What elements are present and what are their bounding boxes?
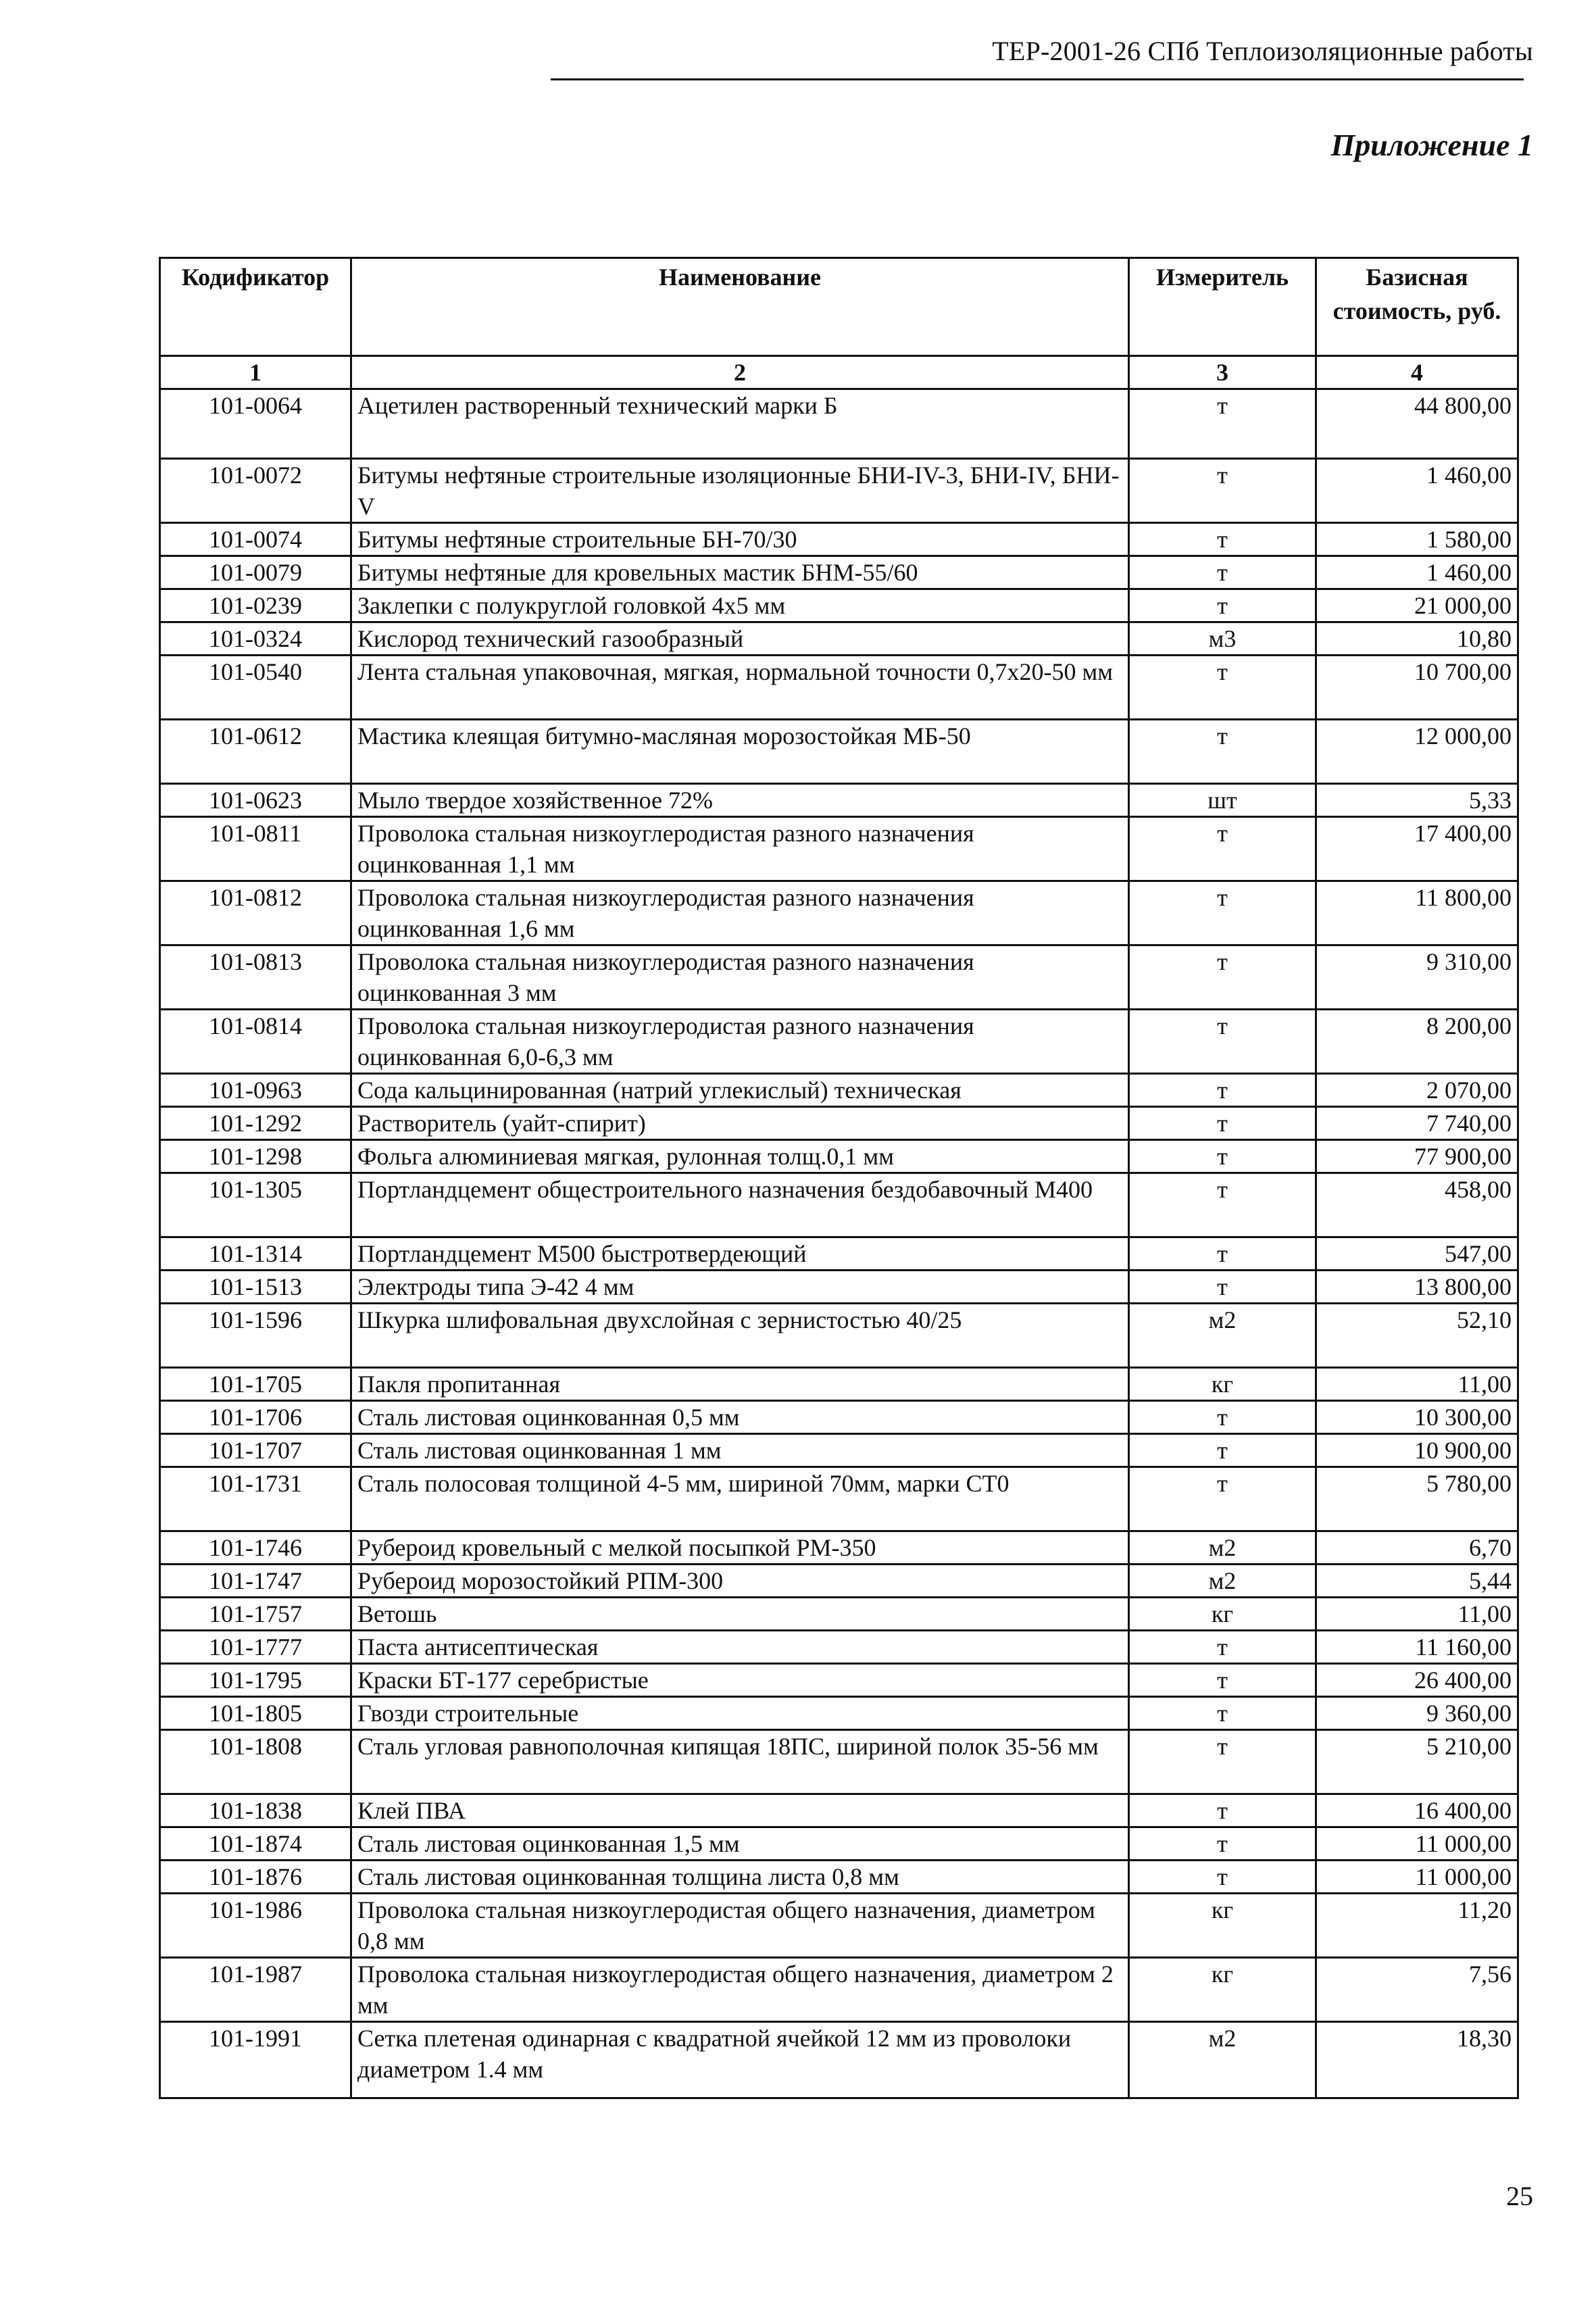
item-name: Сталь листовая оцинкованная 1 мм [351, 1434, 1129, 1467]
table-row [160, 389, 1518, 459]
table-row [160, 1237, 1518, 1271]
item-unit: т [1129, 1140, 1316, 1173]
item-name: Сталь листовая оцинкованная 0,5 мм [351, 1401, 1129, 1434]
item-cost: 21 000,00 [1316, 589, 1518, 622]
item-unit: м2 [1129, 2022, 1316, 2098]
item-code: 101-1795 [160, 1664, 351, 1697]
item-name: Краски БТ-177 серебристые [351, 1664, 1129, 1697]
table-row [160, 1697, 1518, 1730]
item-code: 101-0963 [160, 1074, 351, 1107]
appendix-label: Приложение 1 [1330, 128, 1533, 162]
item-unit: т [1129, 1467, 1316, 1531]
item-name: Портландцемент М500 быстротвердеющий [351, 1237, 1129, 1271]
item-name: Гвозди строительные [351, 1697, 1129, 1730]
item-cost: 17 400,00 [1316, 817, 1518, 881]
item-unit: т [1129, 556, 1316, 589]
item-name: Мыло твердое хозяйственное 72% [351, 784, 1129, 817]
item-name: Мастика клеящая битумно-масляная морозостойкая МБ-50 [351, 720, 1129, 784]
item-code: 101-0812 [160, 881, 351, 945]
item-name: Ветошь [351, 1598, 1129, 1631]
item-code: 101-0811 [160, 817, 351, 881]
table-row [160, 1598, 1518, 1631]
table-row [160, 1631, 1518, 1664]
item-name: Битумы нефтяные для кровельных мастик БНМ-55/60 [351, 556, 1129, 589]
item-name: Рубероид кровельный с мелкой посыпкой РМ-350 [351, 1531, 1129, 1565]
item-unit: м2 [1129, 1531, 1316, 1565]
item-unit: т [1129, 523, 1316, 556]
item-name: Проволока стальная низкоуглеродистая разного назначения оцинкованная 1,1 мм [351, 817, 1129, 881]
header-rule [551, 78, 1524, 80]
item-cost: 7 740,00 [1316, 1107, 1518, 1140]
item-cost: 458,00 [1316, 1173, 1518, 1237]
item-cost: 1 460,00 [1316, 556, 1518, 589]
page-number: 25 [1506, 2181, 1533, 2211]
document-title: ТЕР-2001-26 СПб Теплоизоляционные работы [992, 36, 1533, 66]
item-name: Заклепки с полукруглой головкой 4х5 мм [351, 589, 1129, 622]
column-number: 2 [351, 356, 1129, 389]
item-cost: 1 580,00 [1316, 523, 1518, 556]
table-row [160, 784, 1518, 817]
item-cost: 10 700,00 [1316, 656, 1518, 720]
table-row [160, 1730, 1518, 1794]
item-name: Проволока стальная низкоуглеродистая разного назначения оцинкованная 3 мм [351, 945, 1129, 1010]
table-row [160, 1861, 1518, 1894]
item-code: 101-1314 [160, 1237, 351, 1271]
item-code: 101-0813 [160, 945, 351, 1010]
column-number: 4 [1316, 356, 1518, 389]
item-name: Сталь листовая оцинкованная 1,5 мм [351, 1827, 1129, 1861]
item-code: 101-1706 [160, 1401, 351, 1434]
item-cost: 16 400,00 [1316, 1794, 1518, 1827]
item-name: Сталь угловая равнополочная кипящая 18ПС, шириной полок 35-56 мм [351, 1730, 1129, 1794]
item-unit: т [1129, 1730, 1316, 1794]
item-code: 101-0072 [160, 459, 351, 523]
column-header-unit: Измеритель [1129, 258, 1316, 356]
table-row [160, 817, 1518, 881]
item-unit: т [1129, 1664, 1316, 1697]
item-name: Битумы нефтяные строительные БН-70/30 [351, 523, 1129, 556]
item-unit: шт [1129, 784, 1316, 817]
table-row [160, 1894, 1518, 1958]
item-code: 101-1986 [160, 1894, 351, 1958]
item-code: 101-1705 [160, 1368, 351, 1401]
item-unit: м2 [1129, 1304, 1316, 1368]
item-cost: 11,00 [1316, 1598, 1518, 1631]
table-row [160, 1074, 1518, 1107]
item-unit: кг [1129, 1958, 1316, 2022]
item-cost: 52,10 [1316, 1304, 1518, 1368]
item-unit: кг [1129, 1894, 1316, 1958]
item-code: 101-0239 [160, 589, 351, 622]
item-name: Сода кальцинированная (натрий углекислый) техническая [351, 1074, 1129, 1107]
item-cost: 7,56 [1316, 1958, 1518, 2022]
item-code: 101-1292 [160, 1107, 351, 1140]
item-code: 101-1298 [160, 1140, 351, 1173]
table-row [160, 2022, 1518, 2098]
item-unit: т [1129, 589, 1316, 622]
item-cost: 9 360,00 [1316, 1697, 1518, 1730]
item-unit: т [1129, 1697, 1316, 1730]
item-name: Проволока стальная низкоуглеродистая разного назначения оцинкованная 6,0-6,3 мм [351, 1010, 1129, 1074]
item-cost: 18,30 [1316, 2022, 1518, 2098]
table-row [160, 656, 1518, 720]
column-header-name: Наименование [351, 258, 1129, 356]
table-row [160, 1271, 1518, 1304]
table-row [160, 881, 1518, 945]
table-row [160, 1565, 1518, 1598]
table-row [160, 556, 1518, 589]
item-cost: 8 200,00 [1316, 1010, 1518, 1074]
item-name: Кислород технический газообразный [351, 622, 1129, 656]
item-name: Проволока стальная низкоуглеродистая общего назначения, диаметром 2 мм [351, 1958, 1129, 2022]
item-code: 101-1747 [160, 1565, 351, 1598]
item-name: Пакля пропитанная [351, 1368, 1129, 1401]
item-cost: 11,20 [1316, 1894, 1518, 1958]
table-row [160, 720, 1518, 784]
item-code: 101-0074 [160, 523, 351, 556]
item-unit: т [1129, 1827, 1316, 1861]
item-cost: 6,70 [1316, 1531, 1518, 1565]
item-name: Проволока стальная низкоуглеродистая общего назначения, диаметром 0,8 мм [351, 1894, 1129, 1958]
item-cost: 26 400,00 [1316, 1664, 1518, 1697]
item-cost: 2 070,00 [1316, 1074, 1518, 1107]
item-unit: т [1129, 817, 1316, 881]
item-code: 101-1513 [160, 1271, 351, 1304]
column-header-cost: Базисная стоимость, руб. [1316, 258, 1518, 356]
table-row [160, 1401, 1518, 1434]
table-row [160, 1958, 1518, 2022]
table-row [160, 1794, 1518, 1827]
materials-table [159, 257, 1519, 2099]
item-cost: 44 800,00 [1316, 389, 1518, 459]
item-name: Сталь листовая оцинкованная толщина листа 0,8 мм [351, 1861, 1129, 1894]
item-cost: 10,80 [1316, 622, 1518, 656]
item-code: 101-0079 [160, 556, 351, 589]
item-unit: т [1129, 389, 1316, 459]
item-code: 101-0814 [160, 1010, 351, 1074]
column-number: 1 [160, 356, 351, 389]
item-code: 101-1805 [160, 1697, 351, 1730]
item-code: 101-1874 [160, 1827, 351, 1861]
item-code: 101-0064 [160, 389, 351, 459]
item-cost: 5 780,00 [1316, 1467, 1518, 1531]
table-row [160, 1531, 1518, 1565]
item-unit: м3 [1129, 622, 1316, 656]
item-cost: 12 000,00 [1316, 720, 1518, 784]
item-code: 101-0612 [160, 720, 351, 784]
item-code: 101-1596 [160, 1304, 351, 1368]
item-code: 101-1707 [160, 1434, 351, 1467]
item-name: Шкурка шлифовальная двухслойная с зернистостью 40/25 [351, 1304, 1129, 1368]
item-unit: т [1129, 1074, 1316, 1107]
item-name: Растворитель (уайт-спирит) [351, 1107, 1129, 1140]
item-name: Проволока стальная низкоуглеродистая разного назначения оцинкованная 1,6 мм [351, 881, 1129, 945]
table-row [160, 523, 1518, 556]
item-code: 101-0324 [160, 622, 351, 656]
item-unit: м2 [1129, 1565, 1316, 1598]
item-name: Ацетилен растворенный технический марки Б [351, 389, 1129, 459]
item-code: 101-1731 [160, 1467, 351, 1531]
item-code: 101-1305 [160, 1173, 351, 1237]
item-name: Клей ПВА [351, 1794, 1129, 1827]
item-name: Фольга алюминиевая мягкая, рулонная толщ.0,1 мм [351, 1140, 1129, 1173]
table-row [160, 945, 1518, 1010]
item-cost: 5 210,00 [1316, 1730, 1518, 1794]
item-cost: 11 800,00 [1316, 881, 1518, 945]
table-row [160, 589, 1518, 622]
item-unit: т [1129, 459, 1316, 523]
item-code: 101-1746 [160, 1531, 351, 1565]
item-name: Паста антисептическая [351, 1631, 1129, 1664]
column-number-row [160, 356, 1518, 389]
item-unit: т [1129, 1237, 1316, 1271]
item-unit: т [1129, 881, 1316, 945]
item-cost: 77 900,00 [1316, 1140, 1518, 1173]
item-unit: т [1129, 1631, 1316, 1664]
item-unit: кг [1129, 1598, 1316, 1631]
table-row [160, 1107, 1518, 1140]
item-unit: т [1129, 1271, 1316, 1304]
table-row [160, 1467, 1518, 1531]
item-code: 101-1757 [160, 1598, 351, 1631]
item-code: 101-1991 [160, 2022, 351, 2098]
item-cost: 13 800,00 [1316, 1271, 1518, 1304]
item-cost: 1 460,00 [1316, 459, 1518, 523]
item-name: Портландцемент общестроительного назначения бездобавочный М400 [351, 1173, 1129, 1237]
item-cost: 5,44 [1316, 1565, 1518, 1598]
item-name: Рубероид морозостойкий РПМ-300 [351, 1565, 1129, 1598]
item-code: 101-1876 [160, 1861, 351, 1894]
item-cost: 11 160,00 [1316, 1631, 1518, 1664]
item-unit: т [1129, 1173, 1316, 1237]
item-unit: т [1129, 1010, 1316, 1074]
item-name: Сталь полосовая толщиной 4-5 мм, шириной 70мм, марки СТ0 [351, 1467, 1129, 1531]
table-row [160, 459, 1518, 523]
item-unit: т [1129, 1107, 1316, 1140]
item-unit: т [1129, 1434, 1316, 1467]
table-row [160, 1304, 1518, 1368]
item-code: 101-0623 [160, 784, 351, 817]
item-unit: т [1129, 1794, 1316, 1827]
item-cost: 5,33 [1316, 784, 1518, 817]
item-code: 101-1808 [160, 1730, 351, 1794]
table-row [160, 1827, 1518, 1861]
item-name: Электроды типа Э-42 4 мм [351, 1271, 1129, 1304]
column-number: 3 [1129, 356, 1316, 389]
item-unit: т [1129, 1861, 1316, 1894]
table-header-row [160, 258, 1518, 356]
item-unit: т [1129, 1401, 1316, 1434]
item-cost: 9 310,00 [1316, 945, 1518, 1010]
item-name: Лента стальная упаковочная, мягкая, нормальной точности 0,7х20-50 мм [351, 656, 1129, 720]
item-code: 101-1987 [160, 1958, 351, 2022]
item-name: Сетка плетеная одинарная с квадратной ячейкой 12 мм из проволоки диаметром 1.4 мм [351, 2022, 1129, 2098]
item-cost: 11,00 [1316, 1368, 1518, 1401]
table-row [160, 1140, 1518, 1173]
item-unit: т [1129, 720, 1316, 784]
table-row [160, 1434, 1518, 1467]
item-cost: 547,00 [1316, 1237, 1518, 1271]
item-cost: 11 000,00 [1316, 1827, 1518, 1861]
table-row [160, 622, 1518, 656]
item-code: 101-0540 [160, 656, 351, 720]
item-cost: 10 900,00 [1316, 1434, 1518, 1467]
table-row [160, 1173, 1518, 1237]
table-row [160, 1010, 1518, 1074]
item-cost: 10 300,00 [1316, 1401, 1518, 1434]
item-cost: 11 000,00 [1316, 1861, 1518, 1894]
column-header-code: Кодификатор [160, 258, 351, 356]
table-row [160, 1664, 1518, 1697]
item-name: Битумы нефтяные строительные изоляционные БНИ-IV-3, БНИ-IV, БНИ-V [351, 459, 1129, 523]
item-unit: т [1129, 656, 1316, 720]
table-row [160, 1368, 1518, 1401]
item-code: 101-1777 [160, 1631, 351, 1664]
item-unit: кг [1129, 1368, 1316, 1401]
item-unit: т [1129, 945, 1316, 1010]
item-code: 101-1838 [160, 1794, 351, 1827]
